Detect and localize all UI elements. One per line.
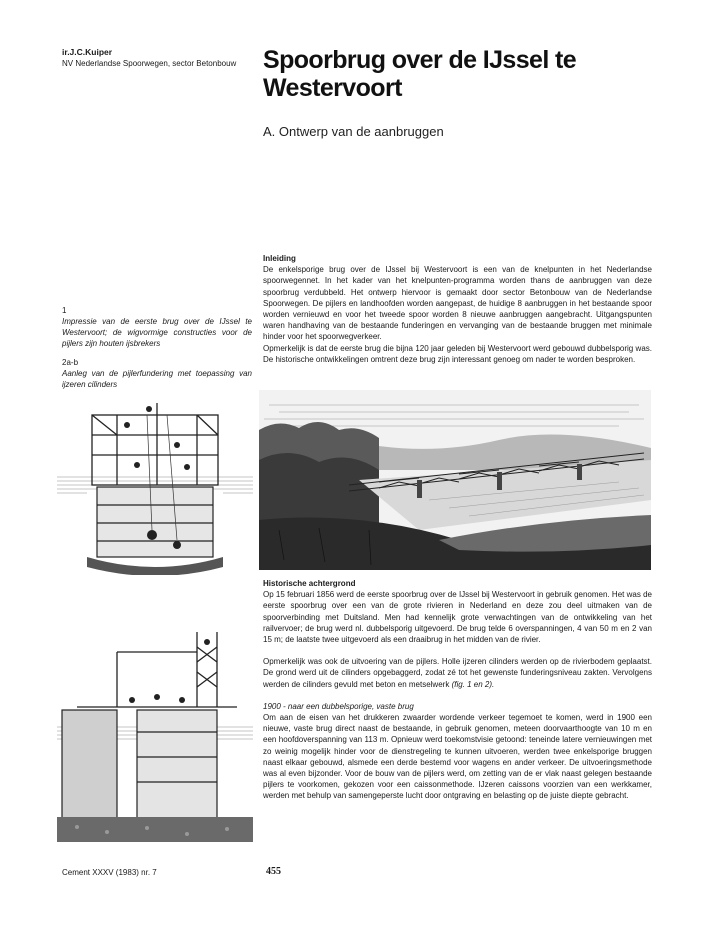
paragraph-text: Opmerkelijk was ook de uitvoering van de pijlers. Holle ijzeren cilinders werden op de rivierbodem geplaatst. De grond werd uit de cilinders opgebaggerd, zodat zé tot het gewenste funderingsniveau zakten. Vervolgens werden de cilinders gevuld met beton en metselwerk (263, 657, 652, 689)
paragraph (263, 656, 652, 690)
figure-2-caption-number: 2a-b (62, 358, 79, 367)
figure-2a-cylinder-foundation (57, 395, 253, 575)
figure-2-caption-text: Aanleg van de pijlerfundering met toepassing van ijzeren cilinders (62, 369, 252, 389)
figure-1-caption-number: 1 (62, 306, 67, 315)
figure-reference: (fig. 1 en 2). (451, 679, 495, 689)
section-inleiding (263, 253, 652, 365)
figure-1-caption-text: Impressie van de eerste brug over de IJssel te Westervoort; de wigvormige constructies voor de pijlers zijn houten ijsbrekers (62, 317, 252, 348)
section-heading-inleiding: Inleiding (263, 254, 296, 263)
section-heading-historische-achtergrond: Historische achtergrond (263, 579, 356, 588)
section-historische-achtergrond (263, 578, 652, 802)
figure-1-bridge-illustration (259, 390, 651, 570)
article-title: Spoorbrug over de IJssel te Westervoort (263, 46, 577, 102)
paragraph: Om aan de eisen van het drukkeren zwaarder wordende verkeer tegemoet te komen, werd in 1900 een nieuwe, vaste brug direct naast de bestaande, in gebruik genomen, meteen doorvaarthoogte van 10 m en een hoofdoverspanning van 113 m. Opnieuw werd toekomstvisie getoond: teneinde latere vernieuwingen met zo weinig mogelijk hinder voor de dienstregeling te kunnen uitvoeren, werden twee enkelsporige bruggen naast elkaar gebouwd, alsmede een derde bestemd voor wagens en ander verkeer. De uitvoeringsmethode was al even bijzonder. Voor de bouw van de pijlers werd, om zetting van de er vlak naast gelegen bestaande pijlers te voorkomen, gekozen voor een caissonmethode. IJzeren caissons voorzien van een werkkamer, werden met behulp van samengeperste lucht door ontgraving en belasting op de juiste diepte gebracht. (263, 713, 652, 801)
page-number: 455 (266, 866, 281, 877)
figure-1-caption (62, 305, 252, 349)
figure-2b (57, 632, 253, 842)
author-name: ir.J.C.Kuiper (62, 47, 113, 57)
figure-2a (57, 395, 253, 575)
journal-citation: Cement XXXV (1983) nr. 7 (62, 868, 157, 877)
figure-2b-cylinder-foundation (57, 632, 253, 842)
author-affiliation: NV Nederlandse Spoorwegen, sector Betonbouw (62, 59, 237, 68)
subsection-heading: 1900 - naar een dubbelsporige, vaste brug (263, 701, 414, 711)
paragraph: De enkelsporige brug over de IJssel bij Westervoort is een van de knelpunten in het Nederlandse spoorwegennet. In het kader van het knelpunten-programma worden thans de aanbruggen van deze spoorbrug verdubbeld. Het ontwerp hiervoor is gemaakt door sector Betonbouw van de Nederlandse Spoorwegen. De pijlers en landhoofden worden aangepast, de huidige 8 aanbruggen in het bestaande spoor worden vernieuwd en voor het tweede spoor worden 8 nieuwe aanbruggen aangebracht. Uitgangspunten waren handhaving van de bestaande funderingen en vervanging van de bestaande bruggen met minimale hinder voor het spoorwegverkeer. (263, 265, 652, 342)
article-subtitle: A. Ontwerp van de aanbruggen (263, 124, 444, 139)
figure-2-caption (62, 357, 252, 390)
paragraph: Opmerkelijk is dat de eerste brug die bijna 120 jaar geleden bij Westervoort werd gebouwd dubbelsporig was. De historische ontwikkelingen omtrent deze brug zijn interessant genoeg om nader te worden besproken. (263, 343, 652, 364)
paragraph: Op 15 februari 1856 werd de eerste spoorbrug over de IJssel bij Westervoort in gebruik genomen. Het was de eerste spoorbrug over een van de grote rivieren in Nederland en deze zou deel uitmaken van de spoorverbinding met Duitsland. Men had kennelijk grote verwachtingen van de ontwikkeling van het railvervoer; de brug werd nl. dubbelsporig uitgevoerd. De brug telde 6 overspanningen, 4 van 50 m en 2 van 15 m; de laatste twee uitgevoerd als een draaibrug in het midden van de rivier. (263, 590, 652, 645)
figure-1 (259, 390, 651, 570)
